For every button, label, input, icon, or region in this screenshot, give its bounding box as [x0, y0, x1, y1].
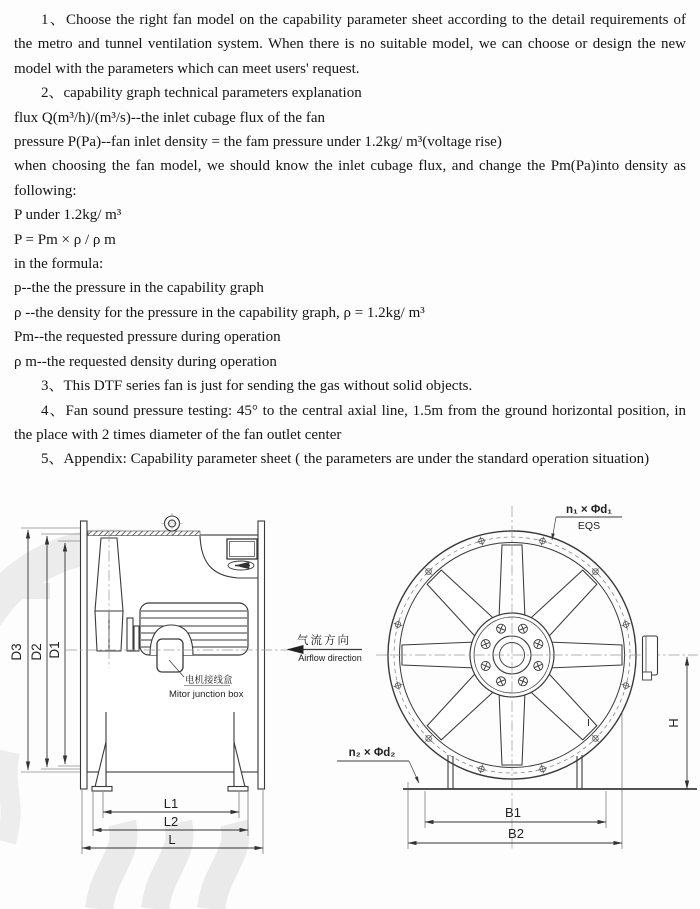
fan-technical-drawing: [0, 448, 700, 909]
dim-label-l2: L2: [163, 814, 179, 829]
paragraph: ρ m--the requested density during operation: [14, 353, 277, 370]
paragraph: flux Q(m³/h)/(m³/s)--the inlet cubage flux of the fan: [14, 109, 325, 126]
callout-n2-label: n₂ × Φd₂: [348, 747, 396, 759]
dim-label-l1: L1: [163, 796, 179, 811]
bearing-block: [127, 618, 133, 651]
paragraph: ρ --the density for the pressure in the capability graph, ρ = 1.2kg/ m³: [14, 304, 425, 321]
dim-label-h: H: [666, 718, 681, 728]
dim-label-b1: B1: [505, 805, 521, 820]
airflow-label-en: Airflow direction: [298, 653, 362, 663]
callout-n1-sub: EQS: [577, 520, 601, 532]
dim-label-d2: D2: [29, 643, 44, 661]
paragraph: 5、Appendix: Capability parameter sheet ( the parameters are under the standard operation situation): [41, 451, 650, 468]
dim-label-l: L: [168, 832, 176, 847]
dim-b1: [425, 791, 606, 828]
paragraph: 2、capability graph technical parameters explanation: [41, 85, 362, 102]
airflow-label-zh: 气流方向: [297, 635, 351, 647]
callout-n1-label: n₁ × Φd₁: [565, 504, 613, 516]
callout-n1: [552, 504, 622, 540]
callout-n2: [337, 747, 419, 783]
inlet-flange: [81, 521, 88, 789]
dim-label-d1: D1: [47, 641, 62, 659]
paragraph: P = Pm × ρ / ρ m: [14, 231, 116, 248]
paragraph: when choosing the fan model, we should know the inlet cubage flux, and change the Pm(Pa)into density as following:: [14, 158, 686, 199]
paragraph: Pm--the requested pressure during operation: [14, 329, 281, 346]
dim-label-d3: D3: [9, 643, 24, 661]
junction-box-label-zh: 电机接线盒: [185, 675, 233, 686]
junction-box-front: [643, 636, 658, 680]
paragraph: p--the the pressure in the capability graph: [14, 280, 264, 297]
paragraph: 3、This DTF series fan is just for sending the gas without solid objects.: [41, 378, 473, 395]
junction-box-label-en: Mitor junction box: [169, 689, 244, 700]
airflow-direction: [288, 633, 362, 663]
dim-label-b2: B2: [508, 826, 524, 841]
paragraph: pressure P(Pa)--fan inlet density = the fam pressure under 1.2kg/ m³(voltage rise): [14, 134, 502, 151]
front-view: [337, 504, 698, 849]
dim-h: [666, 657, 687, 789]
paragraph: 4、Fan sound pressure testing: 45° to the central axial line, 1.5m from the ground horizontal position, in the place with 2 times diameter of the fan outlet center: [14, 402, 686, 443]
paragraph: P under 1.2kg/ m³: [14, 207, 122, 224]
blade-mark-i: I: [587, 717, 590, 729]
top-hatch-strip: [88, 531, 200, 536]
outlet-flange: [258, 521, 265, 789]
nameplate: [227, 539, 257, 559]
paragraph: in the formula:: [14, 256, 104, 273]
paragraph: 1、Choose the right fan model on the capability parameter sheet according to the detail requirements of the metro and tunnel ventilation system. When there is no suitable model, we can choose or design the new model with the parameters which can meet users' request.: [14, 12, 686, 77]
